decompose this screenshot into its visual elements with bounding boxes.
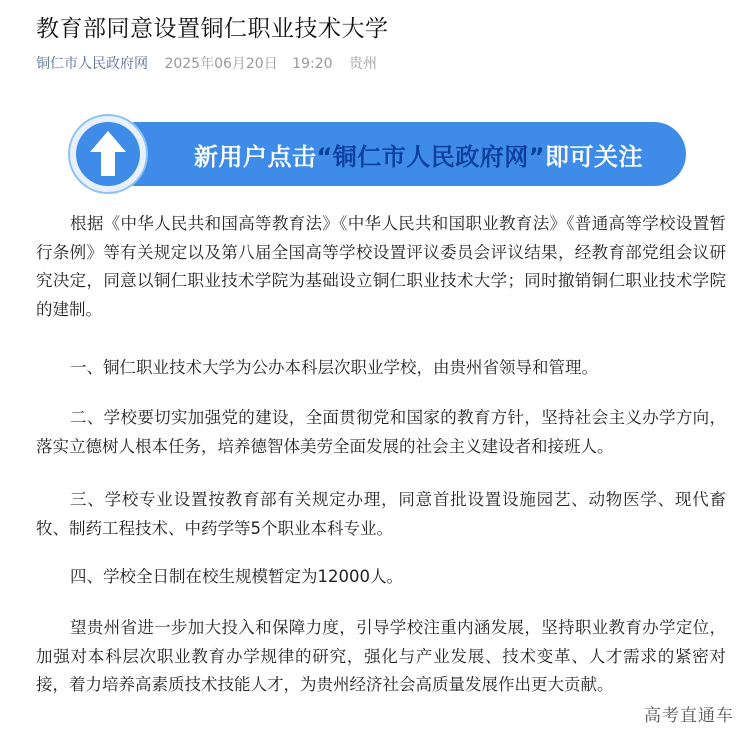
article-meta [36, 53, 377, 73]
publish-time: 19:20 [292, 56, 333, 72]
paragraph-4: 四、学校全日制在校生规模暂定为12000人。 [70, 567, 403, 586]
paragraph-5: 望贵州省进一步加大投入和保障力度，引导学校注重内涵发展，坚持职业教育办学定位，加强对本科层次职业教育办学规律的研究，强化与产业发展、技术变革、人才需求的紧密对接，着力培养高素质技术技能人才，为贵州经济社会高质量发展作出更大贡献。 [36, 618, 726, 694]
banner-text [194, 137, 643, 172]
follow-banner[interactable] [68, 114, 688, 194]
publish-date: 2025年06月20日 [164, 56, 278, 72]
banner-suffix: 即可关注 [545, 143, 644, 171]
banner-prefix: 新用户点击 [194, 143, 317, 171]
paragraph-1: 一、铜仁职业技术大学为公办本科层次职业学校，由贵州省领导和管理。 [70, 358, 598, 377]
paragraph-intro: 根据《中华人民共和国高等教育法》《中华人民共和国职业教育法》《普通高等学校设置暂行条例》等有关规定以及第八届全国高等学校设置评议委员会评议结果，经教育部党组会议研究决定，同意以铜仁职业技术学院为基础设立铜仁职业技术大学；同时撤销铜仁职业技术学院的建制。 [36, 214, 726, 319]
paragraph-2: 二、学校要切实加强党的建设，全面贯彻党和国家的教育方针，坚持社会主义办学方向，落实立德树人根本任务，培养德智体美劳全面发展的社会主义建设者和接班人。 [36, 408, 726, 456]
banner-highlight: “铜仁市人民政府网” [316, 143, 546, 171]
article-title: 教育部同意设置铜仁职业技术大学 [36, 16, 389, 42]
paragraph-3: 三、学校专业设置按教育部有关规定办理，同意首批设置设施园艺、动物医学、现代畜牧、制药工程技术、中药学等5个职业本科专业。 [36, 490, 726, 538]
location-label: 贵州 [348, 56, 377, 72]
source-link[interactable]: 铜仁市人民政府网 [36, 56, 148, 72]
watermark: 高考直通车 [644, 706, 734, 726]
up-arrow-icon [68, 114, 148, 194]
